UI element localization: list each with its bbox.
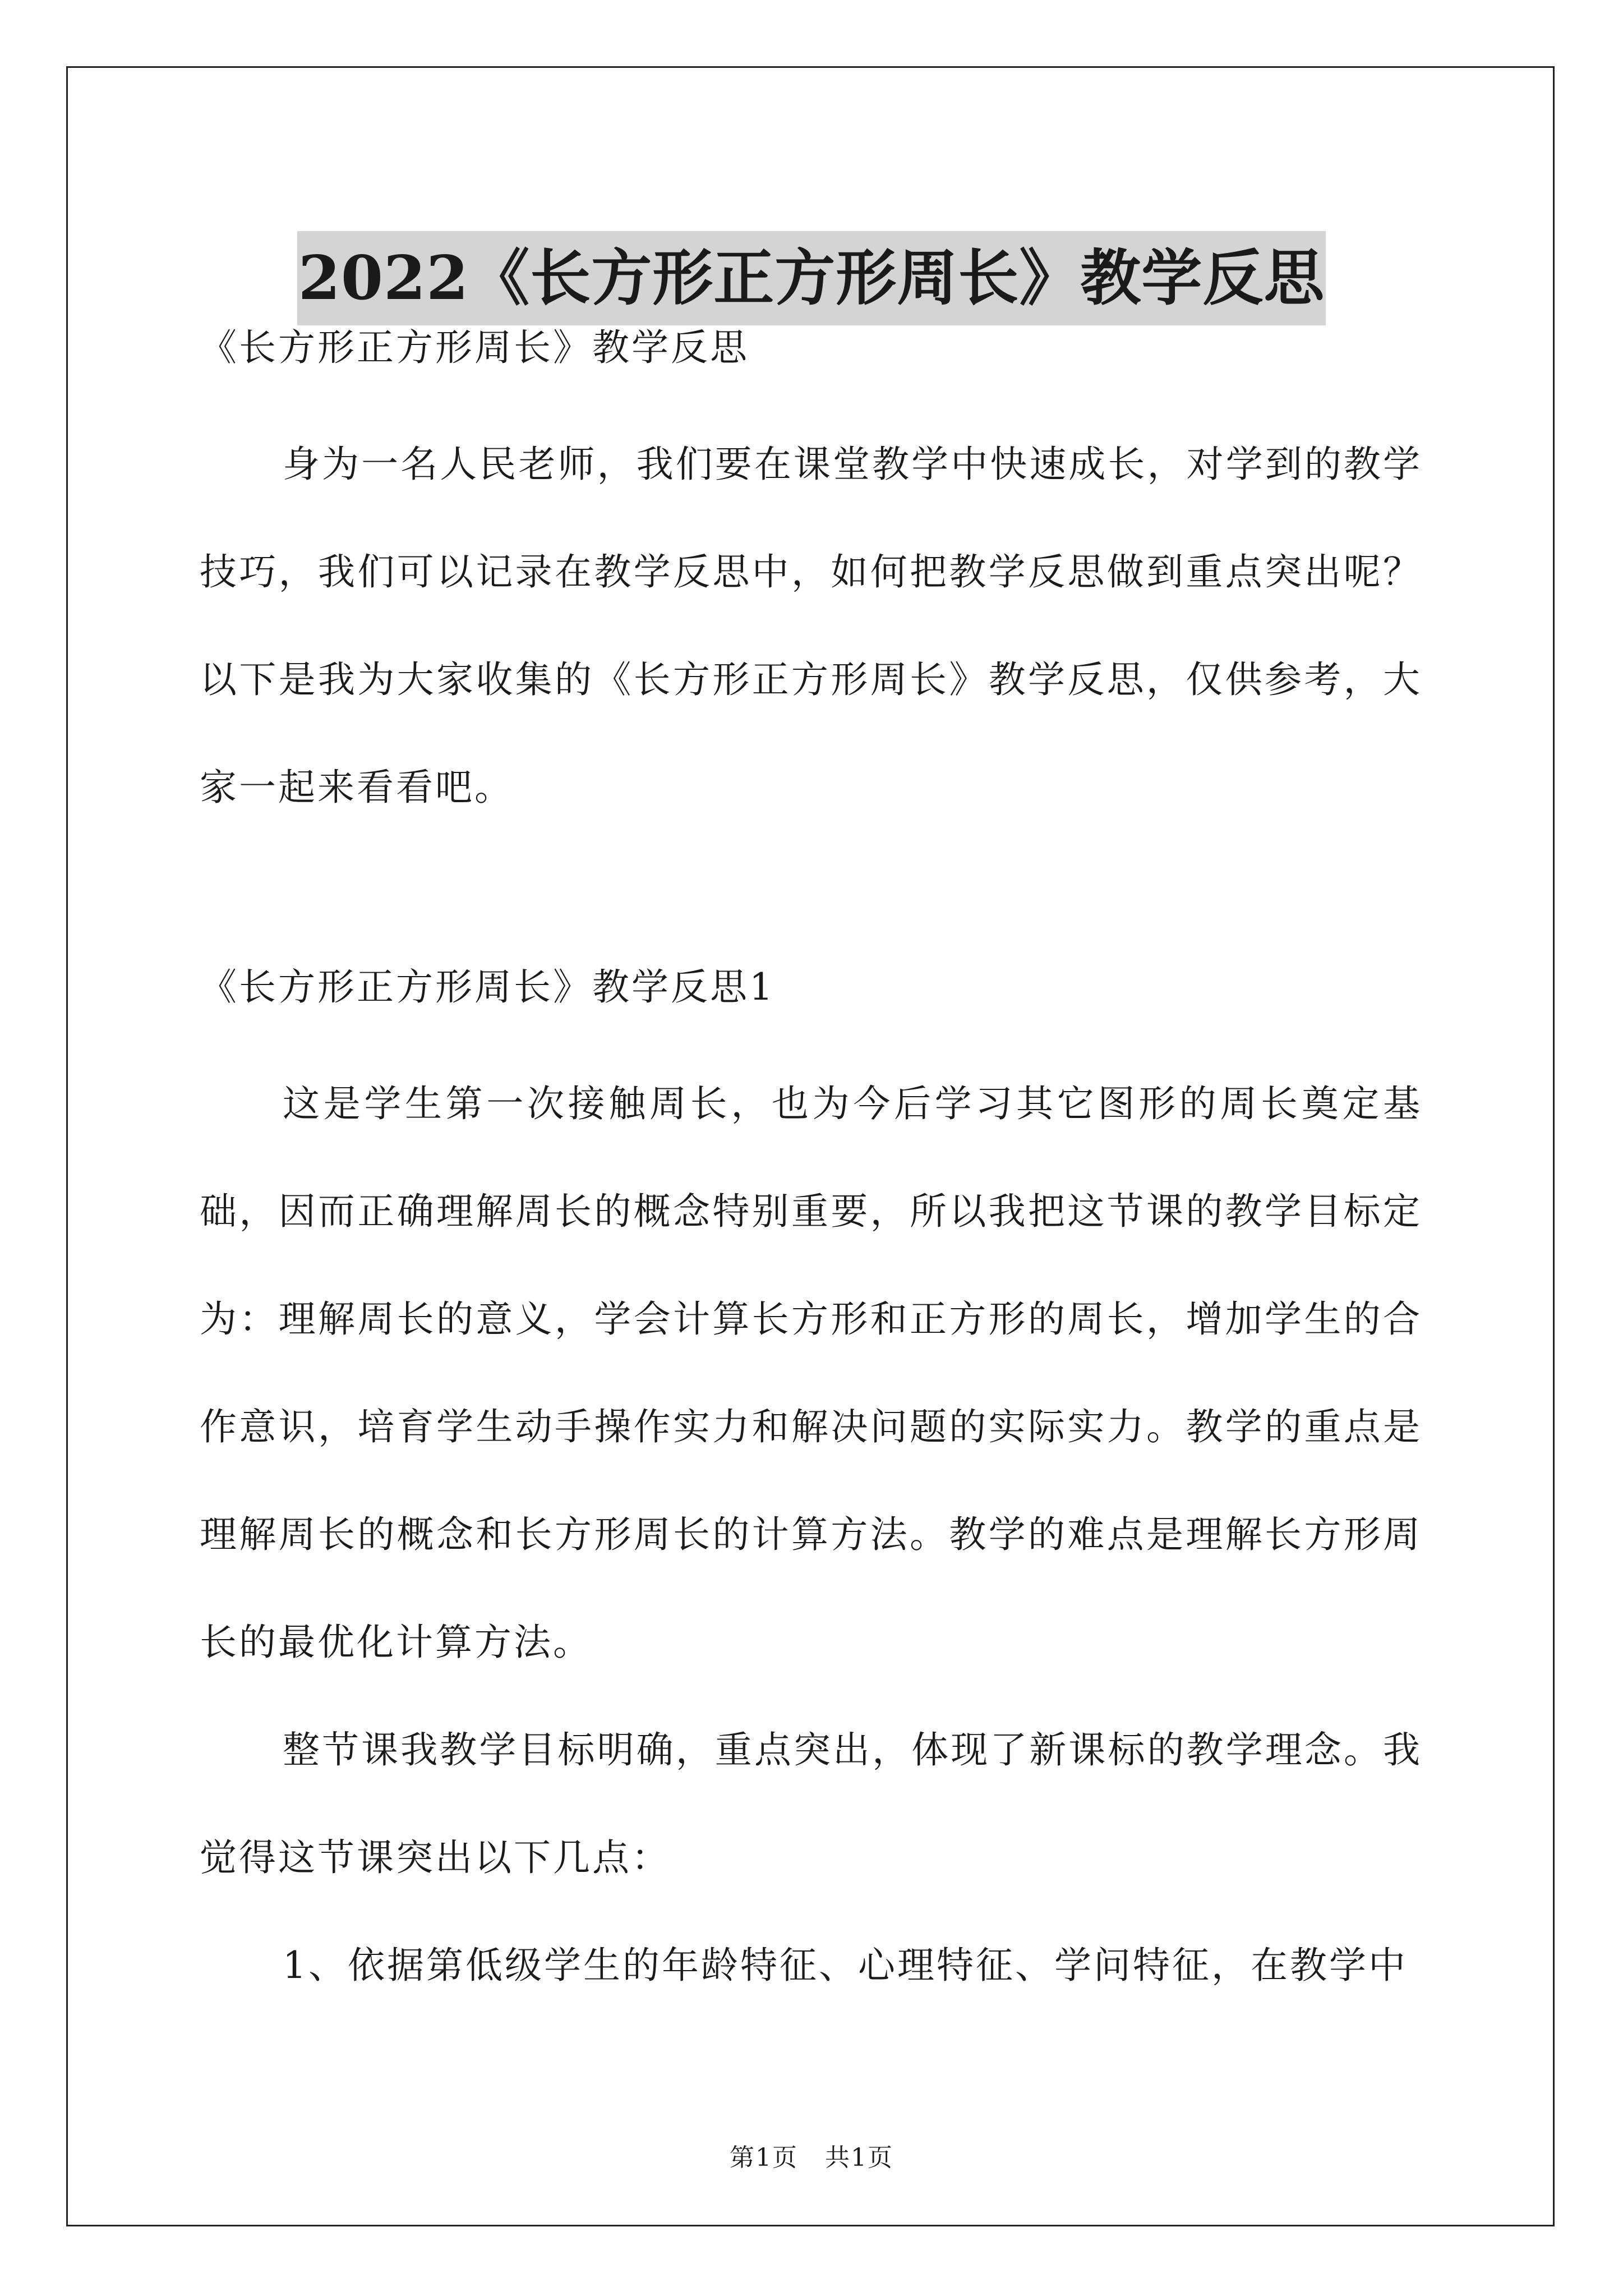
page-number: 第1页 [730,2143,798,2172]
section-heading: 《长方形正方形周长》教学反思1 [200,965,775,1009]
body-paragraph: 这是学生第一次接触周长，也为今后学习其它图形的周长奠定基础，因而正确理解周长的概念特别重要，所以我把这节课的教学目标定为：理解周长的意义，学会计算长方形和正方形的周长，增加学生的合作意识，培育学生动手操作实力和解决问题的实际实力。教学的重点是理解周长的概念和长方形周长的计算方法。教学的难点是理解长方形周长的最优化计算方法。 [200,1082,1422,1664]
intro-paragraph: 身为一名人民老师，我们要在课堂教学中快速成长，对学到的教学技巧，我们可以记录在教学反思中，如何把教学反思做到重点突出呢？以下是我为大家收集的《长方形正方形周长》教学反思，仅供参考，大家一起来看看吧。 [200,443,1422,809]
body-paragraph: 整节课我教学目标明确，重点突出，体现了新课标的教学理念。我觉得这节课突出以下几点： [200,1728,1422,1879]
intro-heading: 《长方形正方形周长》教学反思 [200,326,749,369]
body-paragraph: 1、依据第低级学生的年龄特征、心理特征、学问特征，在教学中 [283,1944,1408,1987]
page-footer [0,2137,1623,2173]
document-title: 2022《长方形正方形周长》教学反思 [297,231,1326,325]
document-body [200,314,1422,2019]
page-total: 共1页 [825,2143,893,2172]
